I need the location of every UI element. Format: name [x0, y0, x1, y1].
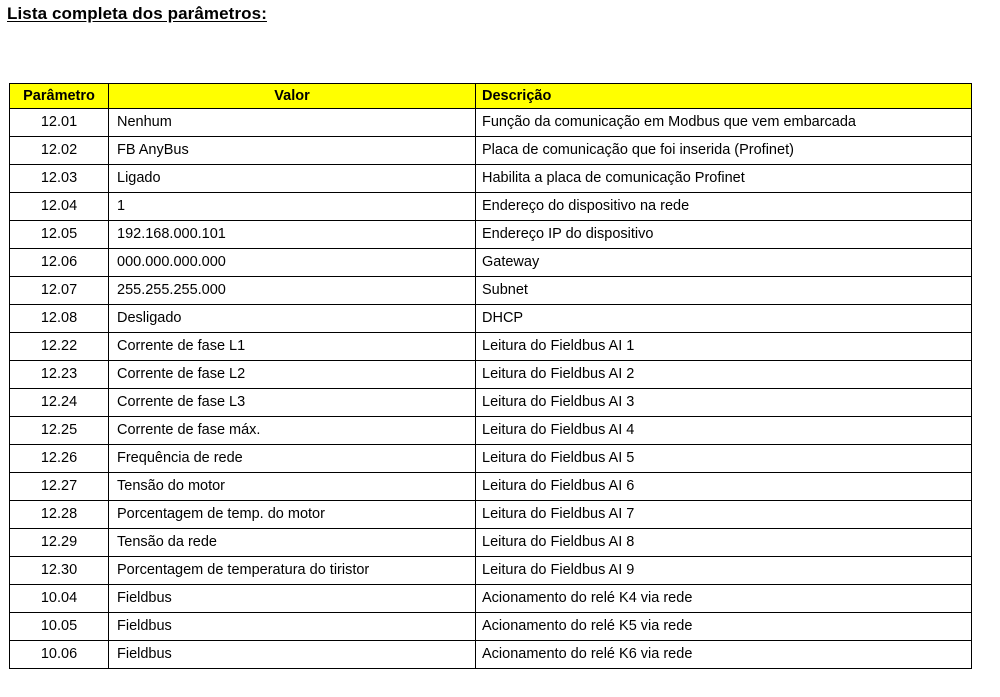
table-row	[10, 249, 972, 277]
table-row	[10, 445, 972, 473]
param-cell: 12.28	[10, 501, 109, 529]
table-row	[10, 165, 972, 193]
table-row	[10, 333, 972, 361]
table-row	[10, 361, 972, 389]
table-row	[10, 389, 972, 417]
value-cell: Fieldbus	[109, 641, 476, 669]
description-cell: Acionamento do relé K4 via rede	[476, 585, 972, 613]
parameters-table	[9, 83, 972, 669]
param-cell: 10.05	[10, 613, 109, 641]
description-cell: DHCP	[476, 305, 972, 333]
description-cell: Acionamento do relé K6 via rede	[476, 641, 972, 669]
description-cell: Leitura do Fieldbus AI 5	[476, 445, 972, 473]
value-cell: Porcentagem de temp. do motor	[109, 501, 476, 529]
param-cell: 12.22	[10, 333, 109, 361]
param-cell: 12.06	[10, 249, 109, 277]
table-row	[10, 193, 972, 221]
value-cell: Ligado	[109, 165, 476, 193]
param-cell: 12.27	[10, 473, 109, 501]
value-cell: Corrente de fase L1	[109, 333, 476, 361]
param-cell: 10.04	[10, 585, 109, 613]
table-row	[10, 221, 972, 249]
description-cell: Placa de comunicação que foi inserida (Profinet)	[476, 137, 972, 165]
column-header-param: Parâmetro	[10, 84, 109, 109]
description-cell: Leitura do Fieldbus AI 7	[476, 501, 972, 529]
value-cell: 1	[109, 193, 476, 221]
param-cell: 12.23	[10, 361, 109, 389]
table-row	[10, 557, 972, 585]
table-row	[10, 473, 972, 501]
table-row	[10, 137, 972, 165]
table-row	[10, 613, 972, 641]
table-body	[10, 109, 972, 669]
description-cell: Leitura do Fieldbus AI 2	[476, 361, 972, 389]
value-cell: FB AnyBus	[109, 137, 476, 165]
value-cell: Corrente de fase máx.	[109, 417, 476, 445]
description-cell: Subnet	[476, 277, 972, 305]
description-cell: Endereço IP do dispositivo	[476, 221, 972, 249]
param-cell: 12.05	[10, 221, 109, 249]
value-cell: 192.168.000.101	[109, 221, 476, 249]
param-cell: 12.25	[10, 417, 109, 445]
param-cell: 12.24	[10, 389, 109, 417]
table-row	[10, 641, 972, 669]
table-row	[10, 585, 972, 613]
value-cell: Tensão da rede	[109, 529, 476, 557]
table-row	[10, 305, 972, 333]
description-cell: Leitura do Fieldbus AI 1	[476, 333, 972, 361]
value-cell: 000.000.000.000	[109, 249, 476, 277]
description-cell: Endereço do dispositivo na rede	[476, 193, 972, 221]
param-cell: 12.04	[10, 193, 109, 221]
column-header-value: Valor	[109, 84, 476, 109]
document-heading: Lista completa dos parâmetros:	[7, 4, 267, 23]
value-cell: 255.255.255.000	[109, 277, 476, 305]
value-cell: Desligado	[109, 305, 476, 333]
column-header-description: Descrição	[476, 84, 972, 109]
value-cell: Porcentagem de temperatura do tiristor	[109, 557, 476, 585]
value-cell: Corrente de fase L3	[109, 389, 476, 417]
table-row	[10, 277, 972, 305]
table-header-row	[10, 84, 972, 109]
description-cell: Leitura do Fieldbus AI 9	[476, 557, 972, 585]
param-cell: 12.07	[10, 277, 109, 305]
description-cell: Leitura do Fieldbus AI 3	[476, 389, 972, 417]
description-cell: Acionamento do relé K5 via rede	[476, 613, 972, 641]
value-cell: Tensão do motor	[109, 473, 476, 501]
description-cell: Função da comunicação em Modbus que vem embarcada	[476, 109, 972, 137]
param-cell: 12.02	[10, 137, 109, 165]
table-row	[10, 417, 972, 445]
value-cell: Corrente de fase L2	[109, 361, 476, 389]
table-header	[10, 84, 972, 109]
param-cell: 12.26	[10, 445, 109, 473]
value-cell: Fieldbus	[109, 613, 476, 641]
description-cell: Leitura do Fieldbus AI 4	[476, 417, 972, 445]
value-cell: Frequência de rede	[109, 445, 476, 473]
table-row	[10, 529, 972, 557]
table-row	[10, 109, 972, 137]
value-cell: Nenhum	[109, 109, 476, 137]
description-cell: Gateway	[476, 249, 972, 277]
description-cell: Leitura do Fieldbus AI 6	[476, 473, 972, 501]
param-cell: 12.29	[10, 529, 109, 557]
description-cell: Leitura do Fieldbus AI 8	[476, 529, 972, 557]
param-cell: 10.06	[10, 641, 109, 669]
table-row	[10, 501, 972, 529]
description-cell: Habilita a placa de comunicação Profinet	[476, 165, 972, 193]
param-cell: 12.03	[10, 165, 109, 193]
value-cell: Fieldbus	[109, 585, 476, 613]
param-cell: 12.30	[10, 557, 109, 585]
param-cell: 12.01	[10, 109, 109, 137]
param-cell: 12.08	[10, 305, 109, 333]
